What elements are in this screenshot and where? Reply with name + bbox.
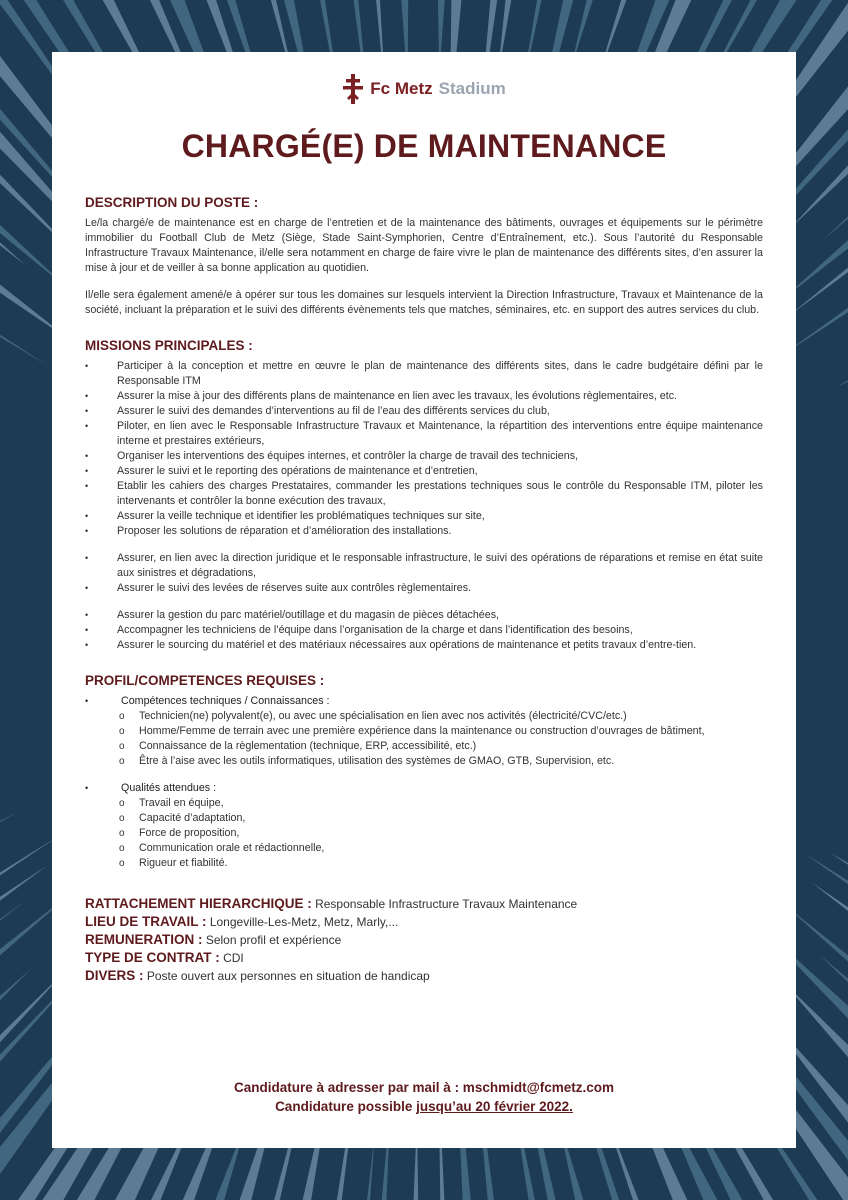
list-item: • Assurer le suivi des levées de réserves suite aux contrôles règlementaires. — [85, 581, 763, 596]
list-item: o Travail en équipe, — [119, 796, 763, 811]
list-item: • Assurer le suivi et le reporting des opérations de maintenance et d’entretien, — [85, 464, 763, 479]
list-item: • Organiser les interventions des équipes internes, et contrôler la charge de travail des techniciens, — [85, 449, 763, 464]
list-item: • Proposer les solutions de réparation et d’amélioration des installations. — [85, 524, 763, 539]
info-lieu: LIEU DE TRAVAIL : Longeville-Les-Metz, Metz, Marly,... — [85, 914, 399, 929]
list-item: • Assurer la gestion du parc matériel/outillage et du magasin de pièces détachées, — [85, 608, 763, 623]
missions-list — [85, 359, 763, 539]
list-item: • Assurer, en lien avec la direction juridique et le responsable infrastructure, le suivi des opérations de réparations et remise en état suite aux sinistres et dégradations, — [85, 551, 763, 581]
list-item: o Capacité d’adaptation, — [119, 811, 763, 826]
logo-stadium: Stadium — [438, 79, 506, 98]
list-item: • Assurer le sourcing du matériel et des matériaux nécessaires aux opérations de maintenance et petits travaux d’entre-tien. — [85, 638, 763, 653]
cross-of-lorraine-icon — [342, 74, 364, 104]
description-heading: DESCRIPTION DU POSTE : — [85, 195, 259, 210]
page-title: CHARGÉ(E) DE MAINTENANCE — [181, 128, 667, 164]
list-item: • Accompagner les techniciens de l’équipe dans l’organisation de la charge et dans l’identification des besoins, — [85, 623, 763, 638]
description-paragraph: Il/elle sera également amené/e à opérer sur tous les domaines sur lesquels intervient la Direction Infrastructure, Travaux et Maintenance de la société, incluant la préparation et le suivi des différents évènements tels que matches, séminaires, etc. en support des autres services du club. — [85, 289, 763, 316]
list-item: o Homme/Femme de terrain avec une première expérience dans la maintenance ou construction d’ouvrages de bâtiment, — [119, 724, 763, 739]
qualities-list — [85, 796, 763, 871]
job-info — [85, 895, 763, 985]
application-footer — [52, 1078, 796, 1116]
list-item: • Assurer le suivi des demandes d’interventions au fil de l’eau des différents services du club, — [85, 404, 763, 419]
application-email-line[interactable]: Candidature à adresser par mail à : mschmidt@fcmetz.com — [233, 1080, 615, 1095]
qualities-heading: • Qualités attendues : — [85, 781, 763, 796]
list-item: o Force de proposition, — [119, 826, 763, 841]
missions-list — [85, 608, 763, 653]
tech-skills-heading: • Compétences techniques / Connaissances : — [85, 694, 763, 709]
missions-heading: MISSIONS PRINCIPALES : — [85, 338, 253, 353]
info-divers: DIVERS : Poste ouvert aux personnes en situation de handicap — [85, 968, 430, 983]
list-item: o Connaissance de la règlementation (technique, ERP, accessibilité, etc.) — [119, 739, 763, 754]
list-item: o Être à l’aise avec les outils informatiques, utilisation des systèmes de GMAO, GTB, Supervision, etc. — [119, 754, 763, 769]
list-item: o Communication orale et rédactionnelle, — [119, 841, 763, 856]
logo-brand: Fc Metz — [370, 79, 433, 98]
info-contrat: TYPE DE CONTRAT : CDI — [85, 950, 244, 965]
application-deadline-line: Candidature possible jusqu’au 20 février 2022. — [275, 1099, 573, 1114]
list-item: • Etablir les cahiers des charges Prestataires, commander les prestations techniques sous le contrôle du Responsable ITM, piloter les intervenants et contrôler la bonne exécution des travaux, — [85, 479, 763, 509]
profil-heading: PROFIL/COMPETENCES REQUISES : — [85, 673, 325, 688]
list-item: • Assurer la veille technique et identifier les problématiques techniques sur site, — [85, 509, 763, 524]
deadline-date: jusqu’au 20 février 2022. — [416, 1099, 573, 1114]
list-item: • Piloter, en lien avec le Responsable Infrastructure Travaux et Maintenance, la répartition des interventions entre équipe maintenance interne et prestaires extérieurs, — [85, 419, 763, 449]
tech-skills-list — [85, 709, 763, 769]
list-item: o Technicien(ne) polyvalent(e), ou avec une spécialisation en lien avec nos activités (électricité/CVC/etc.) — [119, 709, 763, 724]
job-posting-card — [52, 52, 796, 1148]
info-remuneration: REMUNERATION : Selon profil et expérience — [85, 932, 342, 947]
list-item: o Rigueur et fiabilité. — [119, 856, 763, 871]
background-streak — [838, 173, 848, 387]
missions-list — [85, 551, 763, 596]
list-item: • Participer à la conception et mettre en œuvre le plan de maintenance des différents sites, dans le cadre budgétaire défini par le Responsable ITM — [85, 359, 763, 389]
info-rattachement: RATTACHEMENT HIERARCHIQUE : Responsable Infrastructure Travaux Maintenance — [85, 896, 578, 911]
club-logo — [52, 74, 796, 104]
content — [85, 195, 763, 985]
list-item: • Assurer la mise à jour des différents plans de maintenance en lien avec les travaux, les évolutions règlementaires, etc. — [85, 389, 763, 404]
description-paragraph: Le/la chargé/e de maintenance est en charge de l’entretien et de la maintenance des bâtiments, ouvrages et équipements sur le périmètre immobilier du Football Club de Metz (Siège, Stade Saint-Symphorien, Centre d’Entraînement, etc.). Sous l’autorité du Responsable Infrastructure Travaux Maintenance, il/elle sera notamment en charge de faire vivre le plan de maintenance des différents sites, d’en assurer la mise à jour et de veiller à sa bonne application au quotidien. — [85, 217, 763, 274]
